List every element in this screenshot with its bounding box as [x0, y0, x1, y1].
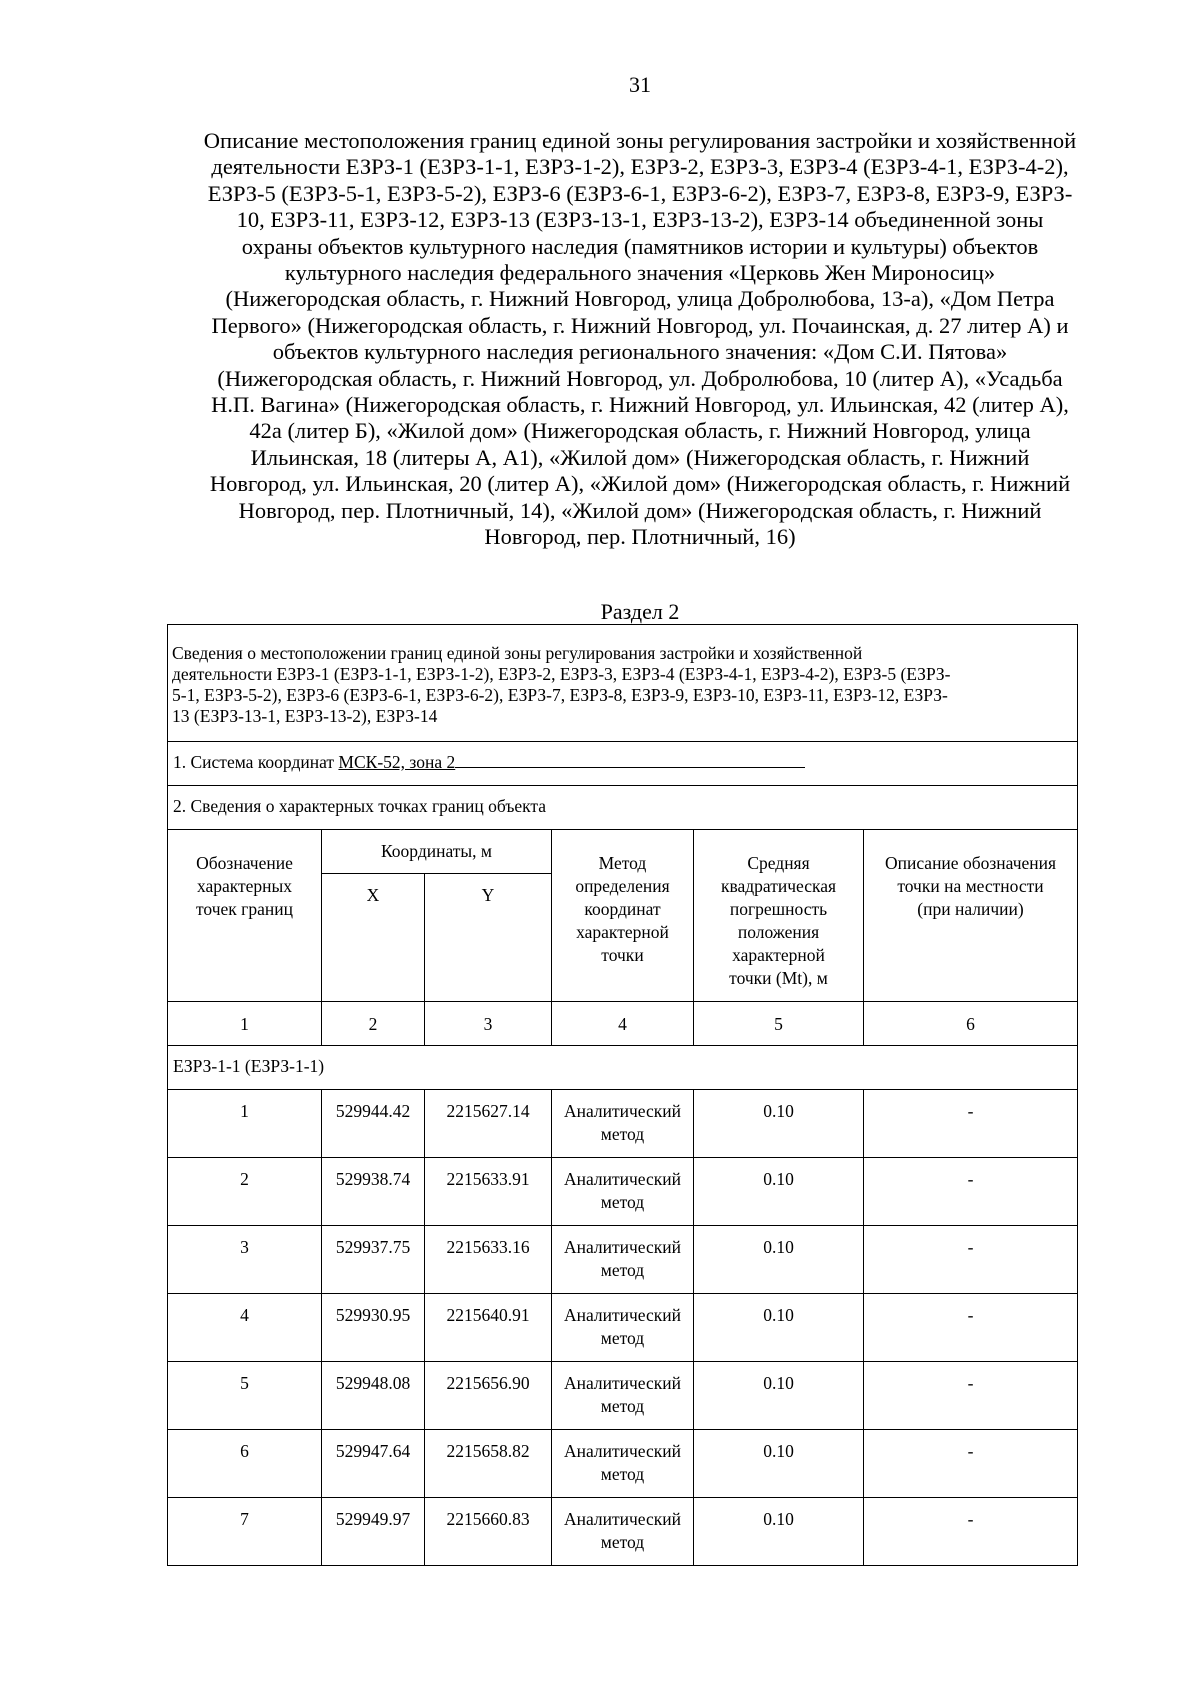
coordinate-system-row	[168, 742, 1078, 786]
boundary-points-table	[167, 624, 1078, 1566]
points-heading: 2. Сведения о характерных точках границ объекта	[168, 786, 1078, 830]
title-line: культурного наследия федерального значения «Церковь Жен Мироносиц»	[284, 260, 996, 286]
column-number: 6	[864, 1002, 1078, 1046]
coordinates-header: Координаты, м	[322, 830, 552, 874]
y-coordinate: 2215660.83	[425, 1498, 552, 1566]
group-row	[168, 1046, 1078, 1090]
method-line: метод	[600, 1532, 645, 1552]
y-coordinate: 2215640.91	[425, 1294, 552, 1362]
method-line: Аналитический	[563, 1305, 682, 1325]
points-heading-row	[168, 786, 1078, 830]
method-line: метод	[600, 1192, 645, 1212]
coordinate-system-value: МСК-52, зона 2	[338, 752, 456, 772]
point-description: -	[864, 1294, 1078, 1362]
title-line: (Нижегородская область, г. Нижний Новгород, ул. Добролюбова, 10 (литер А), «Усадьба	[217, 365, 1063, 391]
point-number: 4	[168, 1294, 322, 1362]
header-line: определения	[575, 876, 670, 896]
accuracy-value: 0.10	[694, 1226, 864, 1294]
y-coordinate: 2215633.91	[425, 1158, 552, 1226]
method-line: Аналитический	[563, 1101, 682, 1121]
point-description: -	[864, 1226, 1078, 1294]
method-line: Аналитический	[563, 1237, 682, 1257]
header-row	[168, 830, 1078, 874]
y-coordinate: 2215656.90	[425, 1362, 552, 1430]
point-number: 2	[168, 1158, 322, 1226]
table-info-row	[168, 625, 1078, 742]
page-number: 31	[629, 72, 651, 97]
method-line: метод	[600, 1396, 645, 1416]
blank-underline	[455, 753, 805, 768]
title-line: Новгород, пер. Плотничный, 16)	[484, 524, 796, 550]
title-line: объектов культурного наследия регионального значения: «Дом С.И. Пятова»	[272, 339, 1008, 365]
point-number: 5	[168, 1362, 322, 1430]
y-coordinate: 2215633.16	[425, 1226, 552, 1294]
zone-info-cell	[168, 625, 1078, 742]
header-line: Метод	[598, 853, 647, 873]
title-line: (Нижегородская область, г. Нижний Новгород, улица Добролюбова, 13-а), «Дом Петра	[225, 286, 1055, 312]
designation-header	[168, 830, 322, 1002]
x-coordinate: 529949.97	[322, 1498, 425, 1566]
title-line: Ильинская, 18 (литеры А, А1), «Жилой дом» (Нижегородская область, г. Нижний	[250, 444, 1030, 470]
title-line: Н.П. Вагина» (Нижегородская область, г. Нижний Новгород, ул. Ильинская, 42 (литер А),	[211, 392, 1069, 418]
header-line: квадратическая	[720, 876, 837, 896]
column-number: 1	[168, 1002, 322, 1046]
table-row	[168, 1226, 1078, 1294]
method-line: Аналитический	[563, 1169, 682, 1189]
header-line: погрешность	[729, 899, 828, 919]
zone-info-line: 5-1, ЕЗРЗ-5-2), ЕЗРЗ-6 (ЕЗРЗ-6-1, ЕЗРЗ-6-2), ЕЗРЗ-7, ЕЗРЗ-8, ЕЗРЗ-9, ЕЗРЗ-10, ЕЗРЗ-11, ЕЗРЗ-12, ЕЗРЗ-	[172, 685, 948, 705]
x-coordinate: 529930.95	[322, 1294, 425, 1362]
y-header: Y	[425, 874, 552, 1002]
document-title	[160, 128, 1120, 551]
method-line: метод	[600, 1260, 645, 1280]
method-cell	[552, 1362, 694, 1430]
column-number: 3	[425, 1002, 552, 1046]
title-line: 10, ЕЗРЗ-11, ЕЗРЗ-12, ЕЗРЗ-13 (ЕЗРЗ-13-1, ЕЗРЗ-13-2), ЕЗРЗ-14 объединенной зоны	[236, 207, 1044, 233]
point-description: -	[864, 1430, 1078, 1498]
x-coordinate: 529938.74	[322, 1158, 425, 1226]
accuracy-value: 0.10	[694, 1362, 864, 1430]
description-header	[864, 830, 1078, 1002]
method-cell	[552, 1430, 694, 1498]
accuracy-value: 0.10	[694, 1498, 864, 1566]
table-row	[168, 1430, 1078, 1498]
y-coordinate: 2215627.14	[425, 1090, 552, 1158]
point-description: -	[864, 1498, 1078, 1566]
point-number: 7	[168, 1498, 322, 1566]
method-line: метод	[600, 1124, 645, 1144]
x-coordinate: 529948.08	[322, 1362, 425, 1430]
x-coordinate: 529947.64	[322, 1430, 425, 1498]
column-number-row	[168, 1002, 1078, 1046]
zone-info-line: Сведения о местоположении границ единой зоны регулирования застройки и хозяйственной	[172, 643, 863, 663]
x-header: X	[322, 874, 425, 1002]
method-cell	[552, 1294, 694, 1362]
header-line: Описание обозначения	[884, 853, 1057, 873]
accuracy-value: 0.10	[694, 1158, 864, 1226]
table-row	[168, 1158, 1078, 1226]
method-line: Аналитический	[563, 1373, 682, 1393]
point-description: -	[864, 1362, 1078, 1430]
header-line: точки (Mt), м	[729, 968, 828, 988]
header-line: положения	[737, 922, 820, 942]
point-number: 3	[168, 1226, 322, 1294]
method-line: Аналитический	[563, 1509, 682, 1529]
zone-group-label: ЕЗРЗ-1-1 (ЕЗРЗ-1-1)	[168, 1046, 1078, 1090]
header-line: точки на местности	[897, 876, 1044, 896]
column-number: 5	[694, 1002, 864, 1046]
table-row	[168, 1090, 1078, 1158]
method-line: метод	[600, 1464, 645, 1484]
accuracy-header	[694, 830, 864, 1002]
header-line: характерной	[576, 922, 669, 942]
title-line: Новгород, ул. Ильинская, 20 (литер А), «Жилой дом» (Нижегородская область, г. Нижний	[209, 471, 1071, 497]
accuracy-value: 0.10	[694, 1090, 864, 1158]
zone-info-line: деятельности ЕЗРЗ-1 (ЕЗРЗ-1-1, ЕЗРЗ-1-2), ЕЗРЗ-2, ЕЗРЗ-3, ЕЗРЗ-4 (ЕЗРЗ-4-1, ЕЗРЗ-4-2), ЕЗРЗ-5 (ЕЗРЗ-	[172, 664, 951, 684]
method-cell	[552, 1226, 694, 1294]
method-line: метод	[600, 1328, 645, 1348]
title-line: охраны объектов культурного наследия (памятников истории и культуры) объектов	[241, 233, 1039, 259]
header-line: Обозначение	[196, 853, 293, 873]
method-cell	[552, 1090, 694, 1158]
point-number: 6	[168, 1430, 322, 1498]
title-line: деятельности ЕЗРЗ-1 (ЕЗРЗ-1-1, ЕЗРЗ-1-2), ЕЗРЗ-2, ЕЗРЗ-3, ЕЗРЗ-4 (ЕЗРЗ-4-1, ЕЗРЗ-4-2),	[211, 154, 1069, 180]
method-cell	[552, 1158, 694, 1226]
point-description: -	[864, 1158, 1078, 1226]
header-line: точек границ	[196, 899, 293, 919]
column-number: 2	[322, 1002, 425, 1046]
title-line: Первого» (Нижегородская область, г. Нижний Новгород, ул. Почаинская, д. 27 литер А) и	[211, 312, 1069, 338]
x-coordinate: 529937.75	[322, 1226, 425, 1294]
point-number: 1	[168, 1090, 322, 1158]
table-row	[168, 1294, 1078, 1362]
method-line: Аналитический	[563, 1441, 682, 1461]
zone-info-line: 13 (ЕЗРЗ-13-1, ЕЗРЗ-13-2), ЕЗРЗ-14	[172, 706, 438, 726]
title-line: 42а (литер Б), «Жилой дом» (Нижегородская область, г. Нижний Новгород, улица	[249, 418, 1031, 444]
method-header	[552, 830, 694, 1002]
header-line: Средняя	[747, 853, 810, 873]
header-line: (при наличии)	[917, 899, 1024, 919]
x-coordinate: 529944.42	[322, 1090, 425, 1158]
table-row	[168, 1498, 1078, 1566]
coordinate-system-label: 1. Система координат	[173, 752, 339, 772]
method-cell	[552, 1498, 694, 1566]
column-number: 4	[552, 1002, 694, 1046]
header-line: точки	[601, 945, 644, 965]
point-description: -	[864, 1090, 1078, 1158]
coordinate-system-cell	[168, 742, 1078, 786]
header-line: характерных	[196, 876, 293, 896]
title-line: Новгород, пер. Плотничный, 14), «Жилой дом» (Нижегородская область, г. Нижний	[238, 497, 1042, 523]
table-row	[168, 1362, 1078, 1430]
accuracy-value: 0.10	[694, 1294, 864, 1362]
section-heading: Раздел 2	[600, 599, 680, 624]
y-coordinate: 2215658.82	[425, 1430, 552, 1498]
title-line: Описание местоположения границ единой зоны регулирования застройки и хозяйственной	[203, 128, 1077, 153]
header-line: координат	[584, 899, 661, 919]
header-line: характерной	[732, 945, 825, 965]
title-line: ЕЗРЗ-5 (ЕЗРЗ-5-1, ЕЗРЗ-5-2), ЕЗРЗ-6 (ЕЗРЗ-6-1, ЕЗРЗ-6-2), ЕЗРЗ-7, ЕЗРЗ-8, ЕЗРЗ-9, ЕЗРЗ-	[207, 180, 1073, 206]
accuracy-value: 0.10	[694, 1430, 864, 1498]
